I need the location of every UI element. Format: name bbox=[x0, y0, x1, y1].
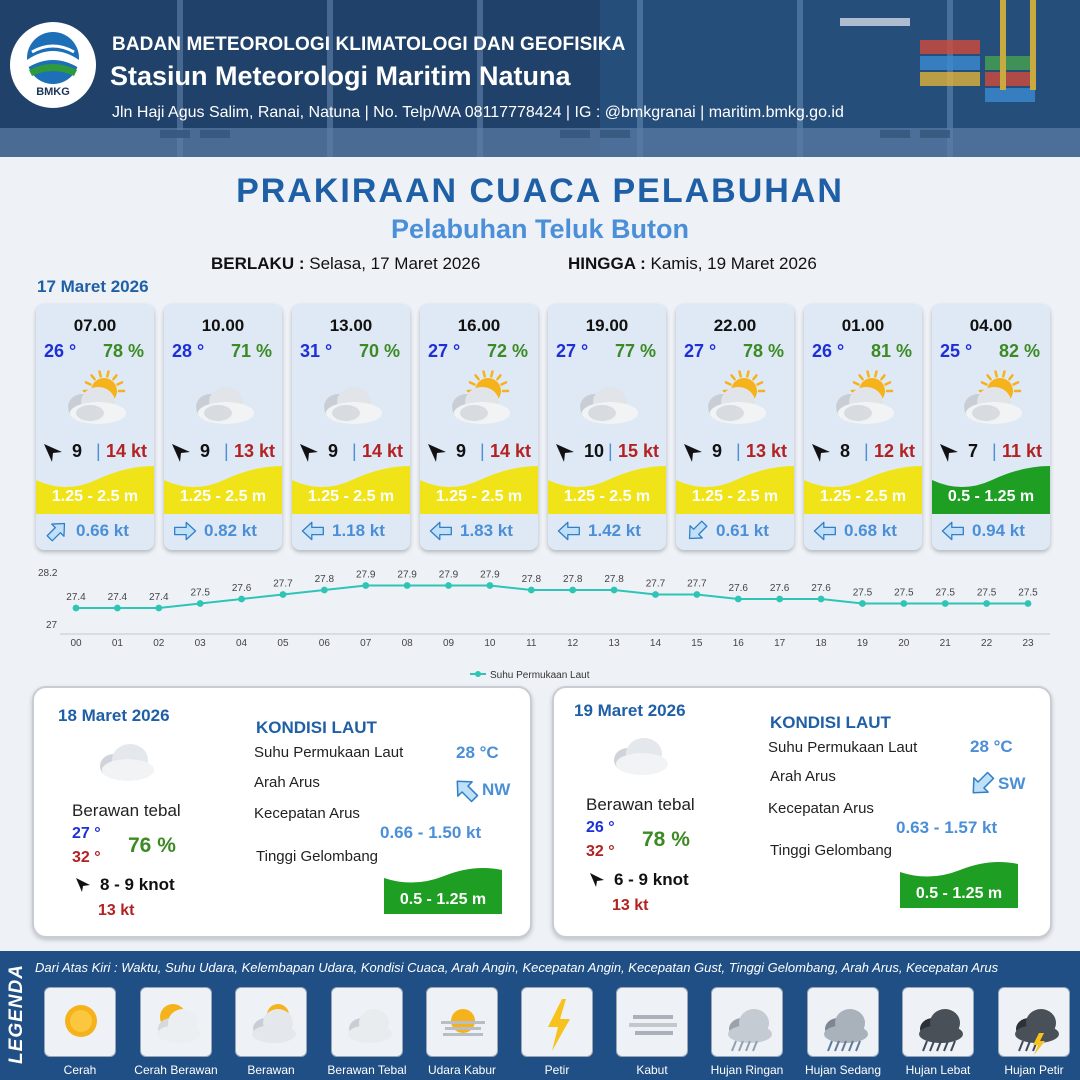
cloudy-icon bbox=[92, 738, 158, 786]
data-point bbox=[487, 582, 494, 589]
wave-height: 1.25 - 2.5 m bbox=[819, 488, 907, 505]
legend-label: Suhu Permukaan Laut bbox=[490, 670, 590, 681]
sst-value: 28 °C bbox=[456, 743, 499, 762]
wind-direction-icon bbox=[682, 442, 704, 464]
data-point bbox=[983, 600, 990, 607]
legend-item-sunny bbox=[44, 987, 116, 1057]
cloudy-icon bbox=[188, 369, 260, 429]
legend-item-label: Hujan Lebat bbox=[905, 1063, 971, 1077]
wind-info bbox=[426, 440, 536, 466]
legend-description: Dari Atas Kiri : Waktu, Suhu Udara, Kelembapan Udara, Kondisi Cuaca, Arah Angin, Kecepatan Angin, Kecepatan Gust, Tinggi Gelombang, Arah Arus, Kecepatan Arus bbox=[35, 960, 999, 975]
current-speed-label: Kecepatan Arus bbox=[254, 805, 360, 822]
x-tick-label: 17 bbox=[774, 638, 786, 649]
x-tick-label: 05 bbox=[277, 638, 289, 649]
x-tick-label: 09 bbox=[442, 638, 455, 649]
legend-item-lightning bbox=[521, 987, 593, 1057]
wave-label: Tinggi Gelombang bbox=[256, 848, 379, 865]
day-humidity: 76 % bbox=[128, 834, 176, 857]
day-gust: 13 kt bbox=[612, 897, 649, 914]
data-label: 27.5 bbox=[935, 587, 955, 599]
hourly-card-1900 bbox=[548, 304, 666, 550]
legend-item-label: Cerah Berawan bbox=[134, 1063, 218, 1077]
wind-separator: | bbox=[96, 441, 101, 461]
day-humidity: 78 % bbox=[642, 828, 690, 851]
data-label: 27.8 bbox=[562, 574, 583, 585]
day-condition: Berawan tebal bbox=[72, 801, 181, 820]
wind-arrow-icon bbox=[588, 871, 606, 889]
wave-label: Tinggi Gelombang bbox=[770, 842, 893, 859]
air-temperature: 27 ° bbox=[556, 341, 589, 361]
data-label: 27.4 bbox=[66, 592, 86, 603]
humidity: 71 % bbox=[230, 341, 272, 361]
data-point bbox=[611, 587, 618, 594]
partly-cloudy-icon bbox=[700, 369, 772, 429]
gust-speed: 13 kt bbox=[234, 441, 276, 461]
data-point bbox=[818, 596, 825, 603]
wind-info bbox=[810, 440, 920, 466]
humidity: 81 % bbox=[870, 341, 912, 361]
day-temp-min: 26 ° bbox=[586, 819, 615, 836]
partly-cloudy-icon bbox=[444, 369, 516, 429]
wind-separator: | bbox=[608, 441, 613, 461]
current-direction-icon bbox=[940, 519, 966, 543]
humidity: 70 % bbox=[358, 341, 400, 361]
air-temperature: 28 ° bbox=[172, 341, 205, 361]
air-temperature: 26 ° bbox=[812, 341, 845, 361]
current-speed: 0.61 kt bbox=[716, 521, 769, 540]
station-name: Stasiun Meteorologi Maritim Natuna bbox=[110, 61, 571, 91]
wind-info bbox=[682, 440, 792, 466]
sst-label: Suhu Permukaan Laut bbox=[768, 739, 918, 756]
hourly-card-0100 bbox=[804, 304, 922, 550]
day-temp-max: 32 ° bbox=[72, 849, 101, 866]
legend-item-haze bbox=[426, 987, 498, 1057]
humidity: 78 % bbox=[102, 341, 144, 361]
x-tick-label: 08 bbox=[401, 638, 413, 649]
x-tick-label: 02 bbox=[153, 638, 165, 649]
data-point bbox=[942, 600, 949, 607]
humidity: 77 % bbox=[614, 341, 656, 361]
data-label: 27.8 bbox=[314, 574, 335, 585]
day-condition: Berawan tebal bbox=[586, 795, 695, 814]
header-banner bbox=[0, 0, 1080, 157]
current-dir-label: Arah Arus bbox=[770, 768, 836, 785]
current-direction-icon bbox=[452, 776, 480, 804]
current-speed: 0.94 kt bbox=[972, 521, 1025, 540]
wind-separator: | bbox=[736, 441, 741, 461]
sst-chart bbox=[0, 560, 1080, 690]
partly-cloudy-icon bbox=[60, 369, 132, 429]
wave-height: 1.25 - 2.5 m bbox=[51, 488, 139, 505]
legend-item-sun-cloud bbox=[140, 987, 212, 1057]
current-direction-icon bbox=[968, 770, 996, 798]
legend-item-label: Kabut bbox=[636, 1063, 668, 1077]
data-label: 27.5 bbox=[894, 587, 914, 599]
contact-info: Jln Haji Agus Salim, Ranai, Natuna | No. Telp/WA 08117778424 | IG : @bmkgranai | maritim.bmkg.go.id bbox=[112, 104, 844, 121]
data-point bbox=[693, 591, 700, 598]
day-temp-max: 32 ° bbox=[586, 843, 615, 860]
x-tick-label: 06 bbox=[318, 638, 330, 649]
forecast-time: 19.00 bbox=[585, 316, 629, 335]
x-tick-label: 10 bbox=[484, 638, 496, 649]
agency-name: BADAN METEOROLOGI KLIMATOLOGI DAN GEOFISIKA bbox=[112, 34, 626, 55]
current-direction-icon bbox=[684, 519, 710, 543]
gust-speed: 14 kt bbox=[490, 441, 532, 461]
data-point bbox=[652, 591, 659, 598]
x-tick-label: 01 bbox=[111, 638, 123, 649]
wind-separator: | bbox=[480, 441, 485, 461]
wind-info bbox=[298, 440, 408, 466]
data-point bbox=[859, 600, 866, 607]
series-line bbox=[76, 586, 1028, 609]
light-rain-icon bbox=[718, 993, 778, 1055]
haze-icon bbox=[433, 993, 493, 1055]
data-label: 27.5 bbox=[1018, 587, 1038, 599]
data-point bbox=[114, 605, 121, 612]
gust-speed: 11 kt bbox=[1002, 441, 1043, 461]
current-speed: 0.68 kt bbox=[844, 521, 897, 540]
forecast-time: 13.00 bbox=[329, 316, 373, 335]
humidity: 72 % bbox=[486, 341, 528, 361]
x-tick-label: 14 bbox=[649, 638, 662, 649]
wind-speed: 9 bbox=[456, 441, 467, 461]
wave-height-value: 0.5 - 1.25 m bbox=[399, 891, 487, 908]
page-title: PRAKIRAAN CUACA PELABUHAN bbox=[236, 172, 844, 210]
forecast-time: 22.00 bbox=[713, 316, 757, 335]
data-label: 27.6 bbox=[728, 583, 748, 594]
wind-direction-icon bbox=[810, 442, 832, 464]
legend-item-label: Cerah bbox=[63, 1063, 97, 1077]
data-label: 27.9 bbox=[438, 569, 459, 581]
air-temperature: 27 ° bbox=[428, 341, 461, 361]
legend-item-label: Berawan Tebal bbox=[327, 1063, 407, 1077]
kondisi-laut-title: KONDISI LAUT bbox=[256, 718, 377, 737]
x-tick-label: 23 bbox=[1022, 638, 1034, 649]
wind-speed: 10 bbox=[584, 441, 605, 461]
hourly-card-1000 bbox=[164, 304, 282, 550]
gust-speed: 14 kt bbox=[106, 441, 148, 461]
data-point bbox=[238, 596, 245, 603]
data-point bbox=[776, 596, 783, 603]
data-point bbox=[321, 587, 328, 594]
cloudy-icon bbox=[316, 369, 388, 429]
hourly-card-1300 bbox=[292, 304, 410, 550]
day1-date: 17 Maret 2026 bbox=[37, 277, 149, 296]
wave-height: 1.25 - 2.5 m bbox=[179, 488, 267, 505]
bmkg-logo bbox=[10, 22, 96, 108]
wind-direction-icon bbox=[298, 442, 320, 464]
data-label: 27.6 bbox=[231, 583, 252, 594]
data-label: 27.8 bbox=[604, 574, 624, 585]
current-speed-value: 0.66 - 1.50 kt bbox=[380, 823, 482, 842]
current-info bbox=[428, 518, 536, 544]
hourly-card-2200 bbox=[676, 304, 794, 550]
forecast-time: 07.00 bbox=[73, 316, 117, 335]
current-speed-label: Kecepatan Arus bbox=[768, 800, 874, 817]
wind-info bbox=[938, 440, 1048, 466]
x-tick-label: 03 bbox=[194, 638, 206, 649]
port-name: Pelabuhan Teluk Buton bbox=[390, 214, 689, 244]
data-label: 27.4 bbox=[107, 592, 128, 603]
x-tick-label: 21 bbox=[939, 638, 951, 649]
current-speed: 1.42 kt bbox=[588, 521, 641, 540]
legend-item-fog bbox=[616, 987, 688, 1057]
x-tick-label: 13 bbox=[608, 638, 620, 649]
legend-item-label: Petir bbox=[544, 1063, 570, 1077]
day-date: 19 Maret 2026 bbox=[574, 701, 686, 720]
legend-item-heavy-rain bbox=[902, 987, 974, 1057]
current-info bbox=[940, 518, 1048, 544]
data-label: 27.4 bbox=[149, 592, 169, 603]
wave-height: 1.25 - 2.5 m bbox=[307, 488, 395, 505]
moderate-rain-icon bbox=[814, 993, 874, 1055]
air-temperature: 25 ° bbox=[940, 341, 973, 361]
partly-cloudy-icon bbox=[242, 993, 302, 1055]
y-tick-label: 27 bbox=[46, 620, 58, 631]
wind-info bbox=[42, 440, 152, 466]
day-temp-min: 27 ° bbox=[72, 825, 101, 842]
wave-height: 1.25 - 2.5 m bbox=[435, 488, 523, 505]
wind-separator: | bbox=[224, 441, 229, 461]
data-point bbox=[73, 605, 80, 612]
data-label: 27.5 bbox=[976, 587, 997, 599]
wind-speed: 9 bbox=[72, 441, 83, 461]
day-date: 18 Maret 2026 bbox=[58, 706, 170, 725]
day-panel-1 bbox=[32, 686, 532, 938]
data-point bbox=[735, 596, 742, 603]
forecast-time: 10.00 bbox=[201, 316, 245, 335]
day-gust: 13 kt bbox=[98, 902, 135, 919]
wind-separator: | bbox=[992, 441, 997, 461]
data-label: 27.7 bbox=[273, 578, 293, 590]
forecast-time: 16.00 bbox=[457, 316, 501, 335]
current-direction-icon bbox=[172, 519, 198, 543]
current-speed: 0.66 kt bbox=[76, 521, 129, 540]
x-tick-label: 20 bbox=[898, 638, 910, 649]
cloudy-icon bbox=[606, 732, 672, 780]
current-dir-value: SW bbox=[998, 774, 1026, 793]
current-info bbox=[556, 518, 664, 544]
x-tick-label: 00 bbox=[70, 638, 82, 649]
x-tick-label: 11 bbox=[526, 638, 537, 649]
legend-item-light-rain bbox=[711, 987, 783, 1057]
wind-direction-icon bbox=[554, 442, 576, 464]
logo-text: BMKG bbox=[36, 86, 70, 98]
wave-height: 0.5 - 1.25 m bbox=[947, 488, 1035, 505]
wind-speed: 9 bbox=[328, 441, 339, 461]
hourly-card-0400 bbox=[932, 304, 1050, 550]
legend-item-moderate-rain bbox=[807, 987, 879, 1057]
wave-height-badge bbox=[384, 866, 502, 914]
data-point bbox=[445, 582, 452, 589]
current-direction-icon bbox=[44, 519, 70, 543]
x-tick-label: 16 bbox=[732, 638, 744, 649]
legend-item-label: Hujan Sedang bbox=[804, 1063, 882, 1077]
x-tick-label: 18 bbox=[815, 638, 827, 649]
sunny-icon bbox=[51, 993, 111, 1055]
valid-to-value: Kamis, 19 Maret 2026 bbox=[650, 254, 817, 273]
humidity: 82 % bbox=[998, 341, 1040, 361]
valid-from bbox=[211, 254, 480, 274]
wind-direction-icon bbox=[938, 442, 960, 464]
thunderstorm-icon bbox=[1005, 993, 1065, 1055]
legend-title: LEGENDA bbox=[6, 964, 27, 1064]
data-point bbox=[197, 600, 204, 607]
data-label: 27.8 bbox=[521, 574, 542, 585]
kondisi-laut-title: KONDISI LAUT bbox=[770, 713, 891, 732]
wind-direction-icon bbox=[170, 442, 192, 464]
wind-speed: 8 bbox=[840, 441, 851, 461]
data-point bbox=[569, 587, 576, 594]
data-label: 27.5 bbox=[852, 587, 873, 599]
partly-cloudy-icon bbox=[828, 369, 900, 429]
wind-speed: 7 bbox=[968, 441, 979, 461]
day-wind: 8 - 9 knot bbox=[100, 875, 175, 894]
hourly-card-1600 bbox=[420, 304, 538, 550]
data-point bbox=[528, 587, 535, 594]
data-label: 27.6 bbox=[769, 583, 790, 594]
wind-speed: 9 bbox=[200, 441, 211, 461]
valid-to-label: HINGGA : bbox=[568, 254, 646, 273]
legend-item-partly-cloudy bbox=[235, 987, 307, 1057]
lightning-icon bbox=[528, 993, 588, 1055]
data-label: 27.9 bbox=[397, 569, 417, 581]
data-label: 27.9 bbox=[356, 569, 376, 581]
data-point bbox=[1025, 600, 1032, 607]
valid-to bbox=[568, 254, 817, 274]
data-label: 27.9 bbox=[480, 569, 500, 581]
hourly-card-0700 bbox=[36, 304, 154, 550]
current-info bbox=[300, 518, 408, 544]
data-label: 27.7 bbox=[687, 578, 707, 590]
current-direction-icon bbox=[556, 519, 582, 543]
x-tick-label: 12 bbox=[567, 638, 579, 649]
forecast-time: 04.00 bbox=[969, 316, 1013, 335]
x-tick-label: 22 bbox=[981, 638, 993, 649]
wind-speed: 9 bbox=[712, 441, 723, 461]
legend-marker bbox=[475, 671, 481, 677]
gust-speed: 12 kt bbox=[874, 441, 916, 461]
data-point bbox=[155, 605, 162, 612]
valid-from-label: BERLAKU : bbox=[211, 254, 305, 273]
current-info bbox=[44, 518, 152, 544]
x-tick-label: 07 bbox=[360, 638, 372, 649]
current-dir-value: NW bbox=[482, 780, 511, 799]
forecast-time: 01.00 bbox=[841, 316, 885, 335]
current-info bbox=[812, 518, 920, 544]
wind-direction-icon bbox=[42, 442, 64, 464]
wind-separator: | bbox=[864, 441, 869, 461]
humidity: 78 % bbox=[742, 341, 784, 361]
sun-cloud-icon bbox=[147, 993, 207, 1055]
air-temperature: 31 ° bbox=[300, 341, 333, 361]
legend-item-label: Hujan Petir bbox=[1004, 1063, 1064, 1077]
gust-speed: 13 kt bbox=[746, 441, 788, 461]
current-direction-icon bbox=[428, 519, 454, 543]
data-point bbox=[362, 582, 369, 589]
legend-bar bbox=[0, 951, 1080, 1080]
current-speed: 1.83 kt bbox=[460, 521, 513, 540]
wave-height: 1.25 - 2.5 m bbox=[563, 488, 651, 505]
data-point bbox=[280, 591, 287, 598]
current-direction-icon bbox=[300, 519, 326, 543]
gust-speed: 15 kt bbox=[618, 441, 660, 461]
wave-height-value: 0.5 - 1.25 m bbox=[915, 885, 1003, 902]
data-label: 27.7 bbox=[645, 578, 666, 590]
data-label: 27.5 bbox=[190, 587, 210, 599]
cloudy-icon bbox=[572, 369, 644, 429]
x-tick-label: 15 bbox=[691, 638, 703, 649]
legend-item-label: Hujan Ringan bbox=[710, 1063, 784, 1077]
wave-height-badge bbox=[900, 860, 1018, 908]
day-wind: 6 - 9 knot bbox=[614, 870, 689, 889]
valid-from-value: Selasa, 17 Maret 2026 bbox=[309, 254, 481, 273]
data-point bbox=[404, 582, 411, 589]
fog-icon bbox=[623, 993, 683, 1055]
current-direction-icon bbox=[812, 519, 838, 543]
wind-arrow-icon bbox=[74, 876, 92, 894]
legend-item-thunderstorm bbox=[998, 987, 1070, 1057]
data-point bbox=[900, 600, 907, 607]
partly-cloudy-icon bbox=[956, 369, 1028, 429]
cloudy-icon bbox=[338, 993, 398, 1055]
legend-item-label: Berawan bbox=[247, 1063, 295, 1077]
wind-info bbox=[170, 440, 280, 466]
sst-label: Suhu Permukaan Laut bbox=[254, 744, 404, 761]
day-panel-2 bbox=[552, 686, 1052, 938]
wind-direction-icon bbox=[426, 442, 448, 464]
x-tick-label: 04 bbox=[236, 638, 248, 649]
wind-info bbox=[554, 440, 664, 466]
data-label: 27.6 bbox=[811, 583, 831, 594]
legend-item-label: Udara Kabur bbox=[427, 1063, 497, 1077]
current-speed: 0.82 kt bbox=[204, 521, 257, 540]
legend-item-cloudy bbox=[331, 987, 403, 1057]
heavy-rain-icon bbox=[909, 993, 969, 1055]
sst-value: 28 °C bbox=[970, 737, 1013, 756]
current-info bbox=[172, 518, 280, 544]
current-info bbox=[684, 518, 792, 544]
wind-separator: | bbox=[352, 441, 357, 461]
x-tick-label: 19 bbox=[856, 638, 868, 649]
air-temperature: 26 ° bbox=[44, 341, 77, 361]
gust-speed: 14 kt bbox=[362, 441, 404, 461]
air-temperature: 27 ° bbox=[684, 341, 717, 361]
current-speed-value: 0.63 - 1.57 kt bbox=[896, 818, 998, 837]
current-dir-label: Arah Arus bbox=[254, 774, 320, 791]
current-speed: 1.18 kt bbox=[332, 521, 385, 540]
y-tick-label: 28.2 bbox=[38, 568, 58, 579]
wave-height: 1.25 - 2.5 m bbox=[691, 488, 779, 505]
